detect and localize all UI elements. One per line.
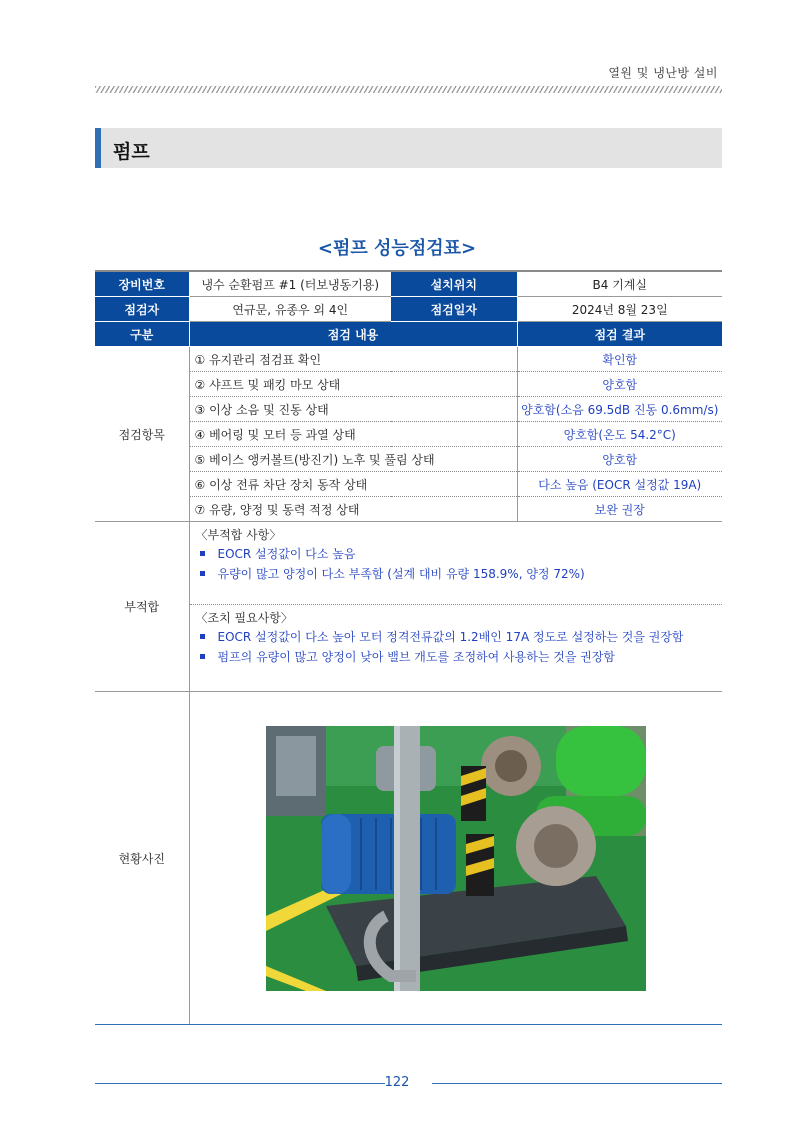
findings-heading: 〈부적합 사항〉 bbox=[195, 528, 282, 542]
inspection-item-result: 보완 권장 bbox=[517, 497, 722, 522]
date-label: 점검일자 bbox=[391, 297, 517, 322]
column-header-row bbox=[95, 322, 722, 347]
inspection-item-text: ② 샤프트 및 패킹 마모 상태 bbox=[189, 372, 517, 397]
action-text: EOCR 설정값이 다소 높아 모터 정격전류값의 1.2배인 17A 정도로 설정하는 것을 권장함 bbox=[217, 630, 684, 644]
inspection-item-result: 양호함 bbox=[517, 447, 722, 472]
inspection-item-result: 양호함(온도 54.2°C) bbox=[517, 422, 722, 447]
header-hatch-divider bbox=[95, 86, 722, 93]
inspection-item-row bbox=[95, 497, 722, 522]
photo-row bbox=[95, 692, 722, 1025]
nonconformity-category: 부적합 bbox=[95, 522, 189, 692]
column-result: 점검 결과 bbox=[517, 322, 722, 347]
column-content: 점검 내용 bbox=[189, 322, 517, 347]
column-category: 구분 bbox=[95, 322, 189, 347]
page-number: 122 bbox=[384, 1075, 410, 1090]
inspection-item-row bbox=[95, 347, 722, 372]
pump-photo bbox=[266, 726, 646, 991]
list-item bbox=[196, 544, 723, 564]
photo-category: 현황사진 bbox=[95, 692, 189, 1025]
inspection-item-row bbox=[95, 422, 722, 447]
info-row-equipment bbox=[95, 271, 722, 297]
findings-list bbox=[196, 544, 723, 584]
inspector-label: 점검자 bbox=[95, 297, 189, 322]
section-title: 펌프 bbox=[113, 141, 150, 163]
equipment-no-value: 냉수 순환펌프 #1 (터보냉동기용) bbox=[189, 271, 391, 297]
square-bullet-icon bbox=[200, 551, 205, 556]
square-bullet-icon bbox=[200, 634, 205, 639]
sheet-title: <펌프 성능점검표> bbox=[317, 238, 477, 259]
inspection-item-result: 다소 높음 (EOCR 설정값 19A) bbox=[517, 472, 722, 497]
info-row-inspector bbox=[95, 297, 722, 322]
location-value: B4 기계실 bbox=[517, 271, 722, 297]
location-label: 설치위치 bbox=[391, 271, 517, 297]
photo-cell bbox=[189, 692, 722, 1025]
inspection-item-row bbox=[95, 397, 722, 422]
finding-text: 유량이 많고 양정이 다소 부족함 (설계 대비 유량 158.9%, 양정 72%) bbox=[217, 567, 585, 581]
inspection-item-result: 확인함 bbox=[517, 347, 722, 372]
inspection-item-row bbox=[95, 472, 722, 497]
inspection-item-text: ⑦ 유량, 양정 및 동력 적정 상태 bbox=[189, 497, 517, 522]
running-header: 열원 및 냉난방 설비 bbox=[608, 66, 718, 80]
finding-text: EOCR 설정값이 다소 높음 bbox=[217, 547, 356, 561]
inspection-item-text: ① 유지관리 점검표 확인 bbox=[189, 347, 517, 372]
actions-list bbox=[196, 627, 723, 667]
action-text: 펌프의 유량이 많고 양정이 낮아 밸브 개도를 조정하여 사용하는 것을 권장함 bbox=[217, 650, 615, 664]
equipment-no-label: 장비번호 bbox=[95, 271, 189, 297]
findings-block bbox=[190, 522, 723, 604]
inspection-item-text: ⑥ 이상 전류 차단 장치 동작 상태 bbox=[189, 472, 517, 497]
inspection-item-row bbox=[95, 447, 722, 472]
list-item bbox=[196, 647, 723, 667]
square-bullet-icon bbox=[200, 571, 205, 576]
section-heading-bar bbox=[95, 128, 722, 168]
list-item bbox=[196, 564, 723, 584]
nonconformity-content bbox=[189, 522, 722, 692]
date-value: 2024년 8월 23일 bbox=[517, 297, 722, 322]
nonconformity-row bbox=[95, 522, 722, 692]
actions-heading: 〈조치 필요사항〉 bbox=[195, 611, 293, 625]
inspection-item-text: ④ 베어링 및 모터 등 과열 상태 bbox=[189, 422, 517, 447]
inspection-item-text: ③ 이상 소음 및 진동 상태 bbox=[189, 397, 517, 422]
inspection-item-result: 양호함(소음 69.5dB 진동 0.6mm/s) bbox=[517, 397, 722, 422]
section-accent-bar bbox=[95, 128, 101, 168]
inspection-sheet-table bbox=[95, 270, 722, 1025]
list-item bbox=[196, 627, 723, 647]
inspection-item-text: ⑤ 베이스 앵커볼트(방진기) 노후 및 풀림 상태 bbox=[189, 447, 517, 472]
inspector-value: 연규문, 유종우 외 4인 bbox=[189, 297, 391, 322]
pump-photo-illustration bbox=[266, 726, 646, 991]
inspection-item-result: 양호함 bbox=[517, 372, 722, 397]
inspection-item-row bbox=[95, 372, 722, 397]
inspection-category: 점검항목 bbox=[95, 347, 189, 522]
square-bullet-icon bbox=[200, 654, 205, 659]
actions-block bbox=[190, 604, 723, 691]
